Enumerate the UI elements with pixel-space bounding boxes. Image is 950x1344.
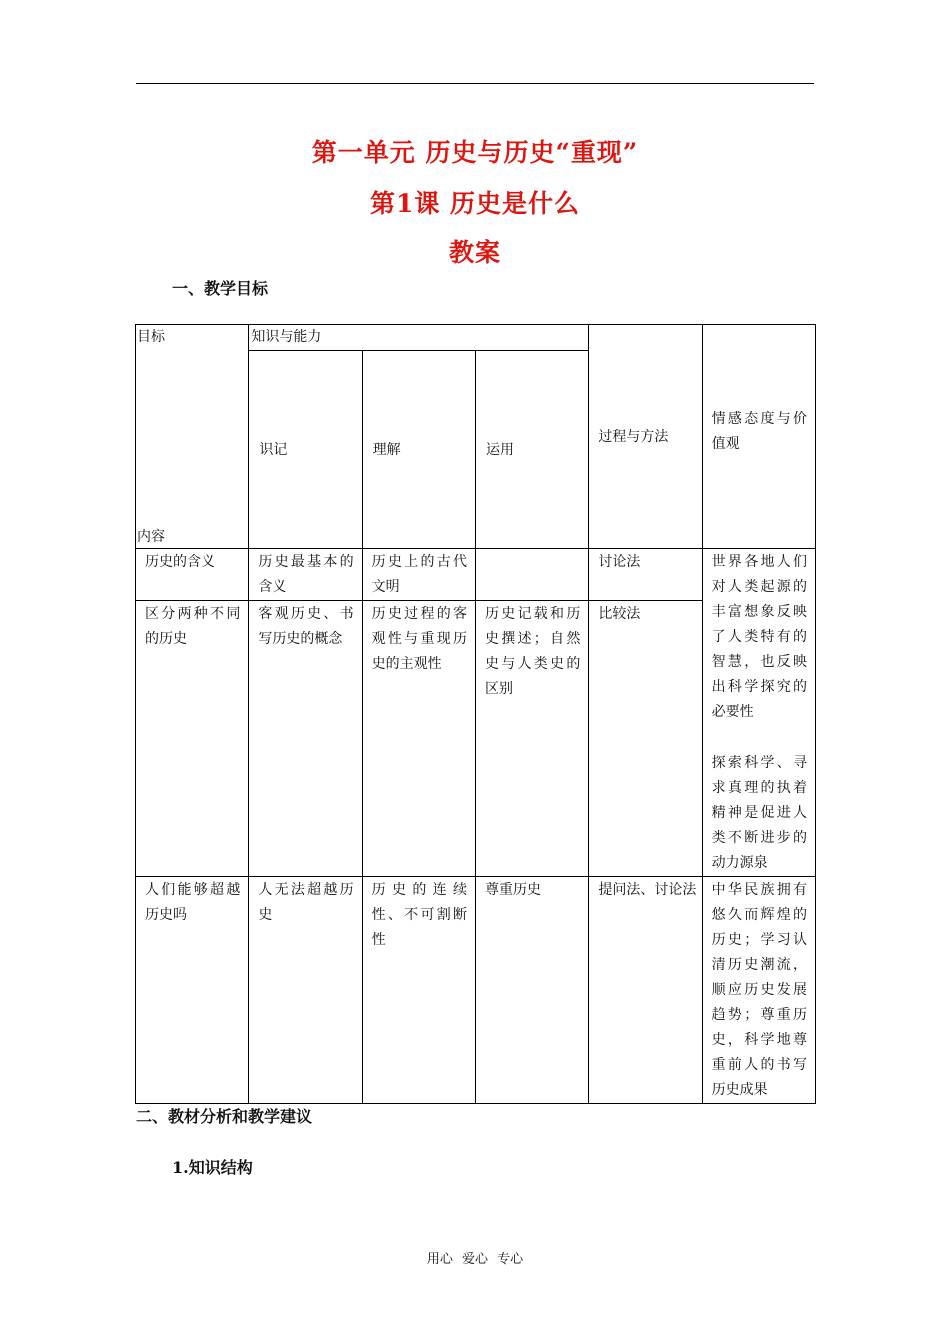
memorize-header: 识记: [249, 351, 362, 549]
process-method-header: 过程与方法: [589, 325, 702, 549]
doc-type-title: 教案: [448, 238, 501, 267]
page-footer: 用心 爱心 专心: [426, 1252, 524, 1267]
content-cell: 人们能够超越历史吗: [136, 877, 249, 1104]
memorize-cell: 历史最基本的含义: [249, 549, 362, 601]
content-cell: 区分两种不同的历史: [136, 601, 249, 877]
apply-cell: 尊重历史: [475, 877, 588, 1104]
memorize-cell: 人无法超越历史: [249, 877, 362, 1104]
emotion-values-header: 情感态度与价值观: [702, 325, 815, 549]
understand-cell: 历史上的古代文明: [362, 549, 475, 601]
table-row: [136, 549, 816, 601]
process-cell: 比较法: [589, 601, 702, 877]
emotion-cell: 中华民族拥有悠久而辉煌的历史；学习认清历史潮流，顺应历史发展趋势；尊重历史，科学地尊重前人的书写历史成果: [702, 877, 815, 1104]
lesson-title: 第1课 历史是什么: [369, 189, 581, 218]
understand-cell: 历史过程的客观性与重现历史的主观性: [362, 601, 475, 877]
section-heading-analysis: 二、教材分析和教学建议: [136, 1107, 313, 1126]
subheading-knowledge-structure: 1.知识结构: [172, 1158, 253, 1177]
teaching-goals-table: [135, 324, 816, 1104]
knowledge-ability-header: 知识与能力: [249, 325, 589, 351]
table-corner-cell: [136, 325, 249, 549]
understand-header: 理解: [362, 351, 475, 549]
apply-cell: [475, 549, 588, 601]
header-rule: [136, 83, 814, 84]
section-heading-goals: 一、教学目标: [172, 279, 269, 298]
apply-cell: 历史记载和历史撰述；自然史与人类史的区别: [475, 601, 588, 877]
unit-title: 第一单元 历史与历史“重现”: [311, 138, 639, 167]
memorize-cell: 客观历史、书写历史的概念: [249, 601, 362, 877]
content-cell: 历史的含义: [136, 549, 249, 601]
corner-label-content: 内容: [137, 529, 165, 545]
process-cell: 讨论法: [589, 549, 702, 601]
understand-cell: 历史的连续性、不可割断性: [362, 877, 475, 1104]
table-row: [136, 877, 816, 1104]
process-cell: 提问法、讨论法: [589, 877, 702, 1104]
corner-label-goal: 目标: [137, 329, 165, 345]
emotion-merged-cell: 世界各地人们对人类起源的丰富想象反映了人类特有的智慧，也反映出科学探究的必要性 探索科学、寻求真理的执着精神是促进人类不断进步的动力源泉: [702, 549, 815, 877]
apply-header: 运用: [475, 351, 588, 549]
